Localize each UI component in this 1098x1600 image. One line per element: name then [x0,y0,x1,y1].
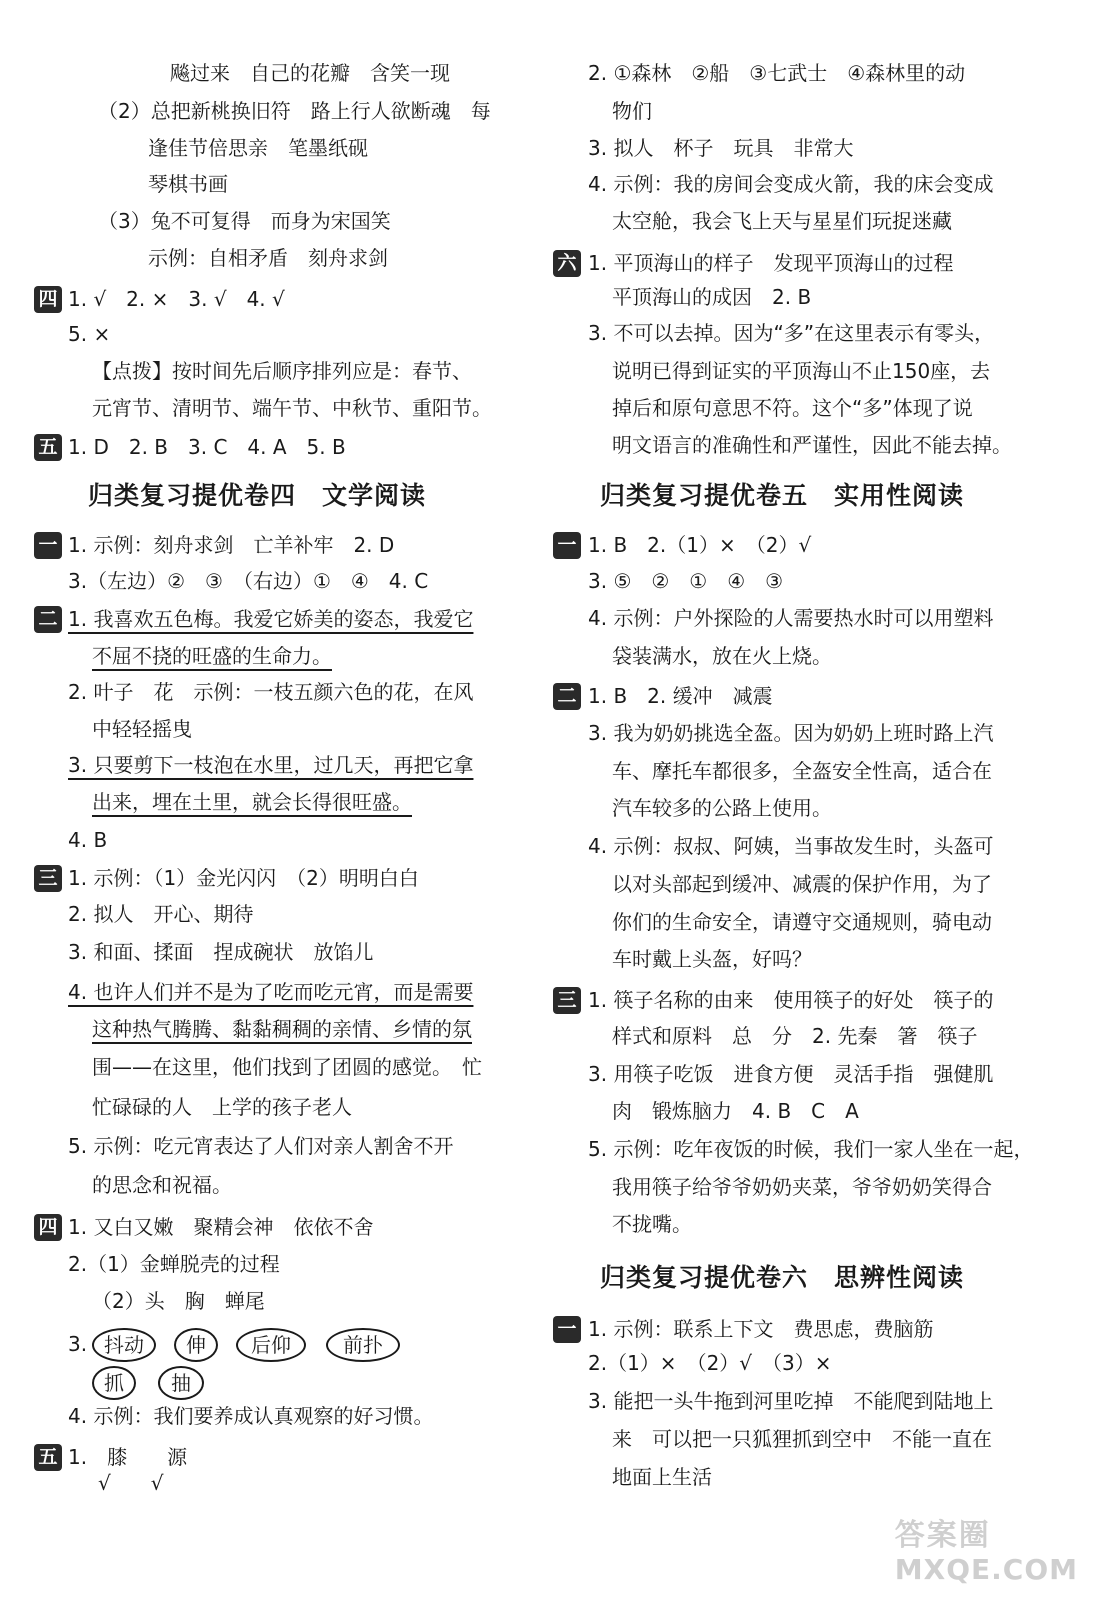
answer-line: 5. 示例：吃年夜饭的时候，我们一家人坐在一起， [588,1137,1034,1161]
answer-line: √ √ [98,1471,164,1495]
answer-line: 样式和原料 总 分 2. 先秦 箸 筷子 [612,1024,978,1048]
answer-line: 明文语言的准确性和严谨性，因此不能去掉。 [612,433,1012,457]
section-badge: 四 [34,1214,62,1241]
answer-line: 3. 和面、揉面 捏成碗状 放馅儿 [68,940,374,964]
answer-line: 3. 能把一头牛拖到河里吃掉 不能爬到陆地上 [588,1389,994,1413]
answer-line: 中轻轻摇曳 [92,717,192,741]
answer-line: 3. 用筷子吃饭 进食方便 灵活手指 强健肌 [588,1062,994,1086]
answer-line: 1. 膝 源 [68,1445,188,1469]
section-badge: 五 [34,434,62,461]
answer-line: 地面上生活 [612,1465,712,1489]
answer-line: 2.（1）金蝉脱壳的过程 [68,1252,280,1276]
answer-line: 4. 示例：叔叔、阿姨，当事故发生时，头盔可 [588,834,994,858]
answer-line: 以对头部起到缓冲、减震的保护作用，为了 [612,872,992,896]
answer-line: （2）总把新桃换旧符 路上行人欲断魂 每 [98,99,491,123]
answer-line: 4. B [68,828,108,852]
section-title: 归类复习提优卷六 思辨性阅读 [600,1263,965,1292]
answer-line: 1. D 2. B 3. C 4. A 5. B [68,435,346,459]
answer-line: 5. 示例：吃元宵表达了人们对亲人割舍不开 [68,1134,454,1158]
section-badge: 五 [34,1444,62,1471]
answer-line: 4. 示例：我们要养成认真观察的好习惯。 [68,1404,434,1428]
watermark-text-cn: 答案圈 [894,1518,991,1554]
answer-line: 物们 [612,99,652,123]
answer-line: 车时戴上头盔，好吗？ [612,947,812,971]
answer-line: 4. 示例：我的房间会变成火箭，我的床会变成 [588,172,994,196]
section-badge: 一 [553,532,581,559]
answer-line: 琴棋书画 [148,172,228,196]
answer-line: 袋装满水，放在火上烧。 [612,644,832,668]
watermark-logo [895,1519,1078,1586]
hint-line: 元宵节、清明节、端午节、中秋节、重阳节。 [92,396,492,420]
section-badge: 三 [553,987,581,1014]
answer-line: （2）头 胸 蝉尾 [92,1289,265,1313]
answer-line: 1. B 2.（1）× （2）√ [588,533,812,557]
answer-line: 1. 平顶海山的样子 发现平顶海山的过程 [588,251,954,275]
answer-line: 逢佳节倍思亲 笔墨纸砚 [148,136,368,160]
circled-word: 抓 [92,1366,136,1400]
answer-line: 3. 拟人 杯子 玩具 非常大 [588,136,854,160]
answer-line: 1. B 2. 缓冲 减震 [588,684,773,708]
answer-line: （3）兔不可复得 而身为宋国笑 [98,209,391,233]
section-badge: 一 [34,532,62,559]
answer-line: 3. [68,1332,88,1356]
answer-line: 的思念和祝福。 [92,1173,232,1197]
answer-line: 不拢嘴。 [612,1212,692,1236]
answer-line: 3. 不可以去掉。因为“多”在这里表示有零头， [588,321,995,345]
answer-line: 掉后和原句意思不符。这个“多”体现了说 [612,396,973,420]
section-badge: 六 [553,250,581,277]
answer-line: 3. 我为奶奶挑选全盔。因为奶奶上班时路上汽 [588,721,994,745]
underlined-answer: 出来，埋在土里，就会长得很旺盛。 [92,790,412,814]
answer-line: 4. 示例：户外探险的人需要热水时可以用塑料 [588,606,994,630]
answer-line: 车、摩托车都很多，全盔安全性高，适合在 [612,759,992,783]
section-title: 归类复习提优卷四 文学阅读 [88,481,427,510]
section-badge: 三 [34,865,62,892]
hint-line: 【点拨】按时间先后顺序排列应是：春节、 [92,359,472,383]
answer-line: 1. 又白又嫩 聚精会神 依依不舍 [68,1215,374,1239]
answer-line: 围——在这里，他们找到了团圆的感觉。 忙 [92,1055,482,1079]
underlined-answer: 不屈不挠的旺盛的生命力。 [92,644,332,668]
section-badge: 四 [34,286,62,313]
section-title: 归类复习提优卷五 实用性阅读 [600,481,965,510]
underlined-answer: 4. 也许人们并不是为了吃而吃元宵，而是需要 [68,980,474,1004]
answer-line: 1. 示例：联系上下文 费思虑，费脑筋 [588,1317,934,1341]
answer-line: 2.（1）× （2）√ （3）× [588,1351,832,1375]
answer-line: 忙碌碌的人 上学的孩子老人 [92,1095,352,1119]
circled-word: 前扑 [326,1328,400,1362]
circled-word: 抽 [158,1366,204,1400]
answer-line: 肉 锻炼脑力 4. B C A [612,1099,859,1123]
section-badge: 二 [553,683,581,710]
answer-line: 来 可以把一只狐狸抓到空中 不能一直在 [612,1427,992,1451]
answer-line: 1. √ 2. × 3. √ 4. √ [68,287,285,311]
circled-word: 抖动 [92,1328,156,1362]
answer-line: 2. 叶子 花 示例：一枝五颜六色的花，在风 [68,680,474,704]
section-badge: 二 [34,606,62,633]
answer-line: 1. 筷子名称的由来 使用筷子的好处 筷子的 [588,988,994,1012]
answer-line: 我用筷子给爷爷奶奶夹菜，爷爷奶奶笑得合 [612,1175,992,1199]
answer-line: 飚过来 自己的花瓣 含笑一现 [170,61,450,85]
underlined-answer: 这种热气腾腾、黏黏稠稠的亲情、乡情的氛 [92,1017,472,1041]
answer-line: 2. ①森林 ②船 ③七武士 ④森林里的动 [588,61,966,85]
answer-line: 3. ⑤ ② ① ④ ③ [588,569,784,593]
answer-line: 5. × [68,322,111,346]
section-badge: 一 [553,1316,581,1343]
answer-line: 3.（左边）② ③ （右边）① ④ 4. C [68,569,429,593]
answer-line: 说明已得到证实的平顶海山不止150座，去 [612,359,991,383]
circled-word: 后仰 [236,1328,306,1362]
circled-word: 伸 [174,1328,218,1362]
answer-line: 汽车较多的公路上使用。 [612,796,832,820]
answer-line: 1. 示例：刻舟求剑 亡羊补牢 2. D [68,533,395,557]
answer-line: 2. 拟人 开心、期待 [68,902,254,926]
answer-line: 太空舱，我会飞上天与星星们玩捉迷藏 [612,209,952,233]
answer-line: 1. 示例：（1）金光闪闪 （2）明明白白 [68,866,419,890]
answer-line: 平顶海山的成因 2. B [612,285,812,309]
answer-line: 你们的生命安全，请遵守交通规则，骑电动 [612,910,992,934]
underlined-answer: 1. 我喜欢五色梅。我爱它娇美的姿态，我爱它 [68,607,474,631]
answer-line: 示例：自相矛盾 刻舟求剑 [148,246,388,270]
watermark-text-en: MXQE.COM [894,1552,1078,1586]
underlined-answer: 3. 只要剪下一枝泡在水里，过几天，再把它拿 [68,753,474,777]
